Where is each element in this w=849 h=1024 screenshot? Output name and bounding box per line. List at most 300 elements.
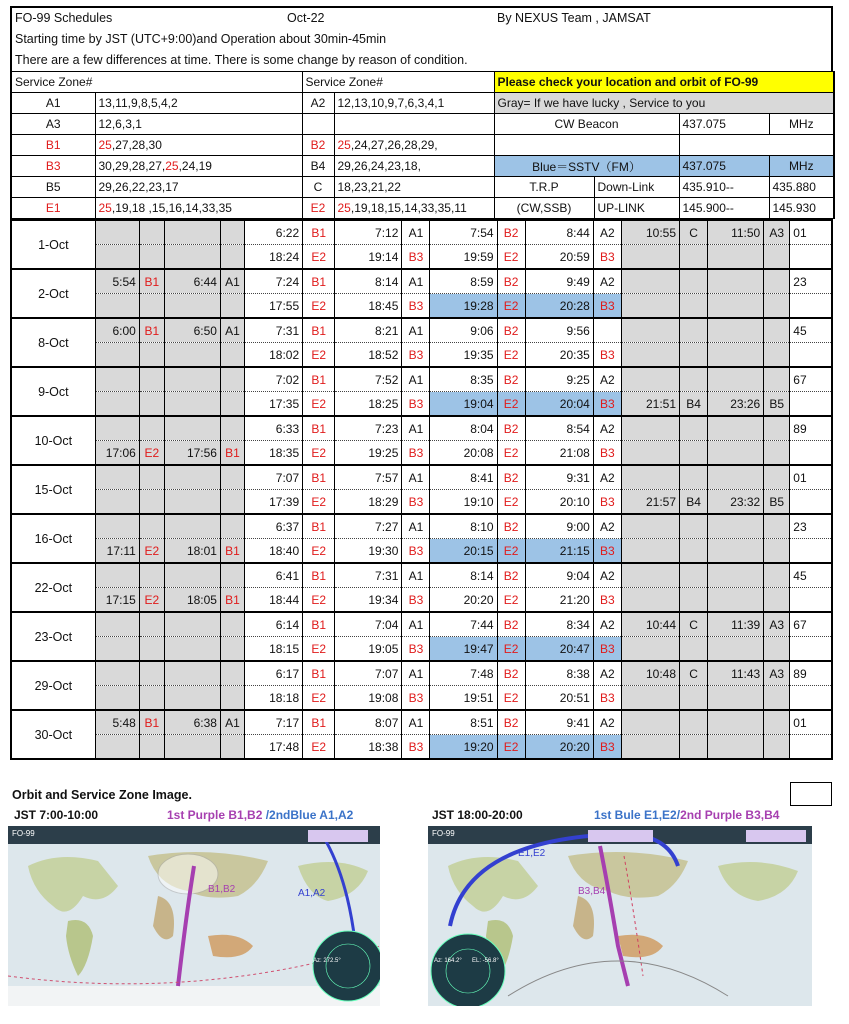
zone-label: C [302,177,334,198]
pass-zone: B2 [497,514,525,539]
pass-zone: B2 [497,367,525,392]
pass-zone: E2 [497,686,525,711]
zone-value-highlight: 25 [98,201,112,215]
pass-zone: C [680,220,708,245]
pass-zone: B2 [497,318,525,343]
schedule-row [11,563,832,588]
pass-zone [139,490,164,515]
pass-number [790,245,832,270]
pass-time: 8:14 [430,563,497,588]
schedule-row [11,539,832,564]
pass-zone: B2 [497,612,525,637]
cwssb-label: (CW,SSB) [494,198,594,219]
pass-time [164,735,220,760]
pass-number: 67 [790,367,832,392]
pass-zone: B1 [139,318,164,343]
pass-zone [680,245,708,270]
pass-zone [764,563,790,588]
pass-zone: E2 [303,686,335,711]
pass-time [164,514,220,539]
zone-row [11,198,834,219]
pass-time: 18:05 [164,588,220,613]
pass-time: 20:47 [525,637,593,662]
pass-zone: E2 [497,245,525,270]
pass-time: 9:25 [525,367,593,392]
pass-time [708,269,764,294]
pass-zone: B2 [497,269,525,294]
zone-label: B5 [11,177,95,198]
pass-zone [139,294,164,319]
schedule-row [11,441,832,466]
zone-label: A3 [11,114,95,135]
pass-time: 8:59 [430,269,497,294]
pass-time [95,367,139,392]
pass-time: 17:48 [245,735,303,760]
pass-time: 7:27 [335,514,402,539]
sheet-header [10,6,833,71]
zone-value [334,114,494,135]
pass-zone [139,465,164,490]
downlink-label: Down-Link [594,177,679,198]
pass-zone: E2 [497,294,525,319]
pass-time: 6:00 [95,318,139,343]
pass-time [708,367,764,392]
zone-value-highlight: 25 [165,159,179,173]
pass-time [95,514,139,539]
uplink-freq-b: 145.930 [769,198,834,219]
schedule-date: 1-Oct [11,220,95,269]
pass-zone [764,416,790,441]
pass-zone: E2 [497,392,525,417]
pass-number [790,392,832,417]
pass-zone [764,441,790,466]
pass-time [95,343,139,368]
pass-time: 6:37 [245,514,303,539]
header-line-1 [12,8,831,29]
pass-zone [139,514,164,539]
pass-zone: B3 [593,588,621,613]
pass-time: 19:10 [430,490,497,515]
pass-zone: E2 [497,637,525,662]
pass-zone: B1 [303,465,335,490]
pass-number: 89 [790,416,832,441]
pass-time: 7:54 [430,220,497,245]
pass-zone: B1 [303,367,335,392]
gray-note: Gray= If we have lucky , Service to you [494,93,834,114]
pass-time [621,514,679,539]
zone-value-highlight: 25 [98,138,112,152]
pass-time: 5:54 [95,269,139,294]
schedule-date: 22-Oct [11,563,95,612]
pass-zone [680,710,708,735]
pass-zone: B1 [303,661,335,686]
pass-zone: B3 [593,441,621,466]
right-orbit-map [428,826,812,1006]
pass-zone: A2 [593,661,621,686]
zone-header-mid: Service Zone# [302,72,494,93]
pass-zone: B3 [593,637,621,662]
orbit-section-title: Orbit and Service Zone Image. [12,788,192,802]
schedule-date: 30-Oct [11,710,95,759]
pass-zone: A1 [402,220,430,245]
trp-label: T.R.P [494,177,594,198]
pass-time: 18:44 [245,588,303,613]
pass-time: 20:15 [430,539,497,564]
pass-time: 17:55 [245,294,303,319]
schedule-row [11,612,832,637]
pass-zone: B3 [402,637,430,662]
pass-zone: B3 [402,490,430,515]
pass-zone: E2 [303,343,335,368]
map-az-readout: Az: 272.5° [313,958,341,964]
pass-time: 7:07 [245,465,303,490]
pass-time: 18:25 [335,392,402,417]
pass-time: 10:55 [621,220,679,245]
pass-time [708,416,764,441]
pass-zone: B3 [593,539,621,564]
pass-zone: B2 [497,465,525,490]
pass-zone: E2 [497,441,525,466]
zone-value [95,135,302,156]
sheet-title: FO-99 Schedules [15,11,113,25]
pass-time: 19:04 [430,392,497,417]
map-tag: FO-99 [12,829,35,838]
pass-zone [139,612,164,637]
schedule-row [11,686,832,711]
pass-zone [680,588,708,613]
pass-zone [764,465,790,490]
legend-blue: 2ndBlue A1,A2 [269,808,354,822]
pass-zone: B1 [303,220,335,245]
schedule-date: 15-Oct [11,465,95,514]
pass-zone: B4 [680,392,708,417]
map-tag: FO-99 [432,829,455,838]
left-map-time: JST 7:00-10:00 [14,808,99,822]
pass-time [164,245,220,270]
pass-time [708,343,764,368]
pass-time: 21:20 [525,588,593,613]
pass-time: 18:02 [245,343,303,368]
pass-zone [139,686,164,711]
pass-time: 6:44 [164,269,220,294]
pass-zone [220,392,244,417]
pass-time: 10:48 [621,661,679,686]
pass-zone [764,686,790,711]
pass-time [164,416,220,441]
pass-time: 6:41 [245,563,303,588]
pass-zone: A2 [593,514,621,539]
pass-number: 89 [790,661,832,686]
downlink-freq-b: 435.880 [769,177,834,198]
pass-zone: E2 [139,441,164,466]
pass-zone [764,245,790,270]
schedule-row [11,735,832,760]
pass-zone: B3 [402,588,430,613]
pass-time: 7:31 [335,563,402,588]
pass-zone: B1 [139,269,164,294]
cw-beacon-label: CW Beacon [494,114,679,135]
pass-zone: E2 [497,343,525,368]
pass-zone [680,367,708,392]
schedule-row [11,661,832,686]
pass-time [95,661,139,686]
pass-zone: A1 [402,514,430,539]
pass-time: 17:56 [164,441,220,466]
pass-time: 8:14 [335,269,402,294]
downlink-freq-a: 435.910-- [679,177,769,198]
schedule-date: 29-Oct [11,661,95,710]
zone-value [334,135,494,156]
pass-zone: B3 [402,343,430,368]
pass-number [790,686,832,711]
zone-row [11,114,834,135]
pass-time [95,490,139,515]
pass-zone [764,539,790,564]
pass-zone: A1 [402,612,430,637]
pass-zone [220,343,244,368]
pass-zone: B2 [497,220,525,245]
pass-time: 9:00 [525,514,593,539]
zone-row [11,156,834,177]
pass-time: 18:29 [335,490,402,515]
pass-time: 8:35 [430,367,497,392]
pass-time: 9:04 [525,563,593,588]
pass-zone [139,392,164,417]
schedule-row [11,343,832,368]
pass-zone: B1 [220,588,244,613]
pass-zone: A1 [220,269,244,294]
schedule-row [11,710,832,735]
pass-zone: A1 [402,465,430,490]
zone-label: B3 [11,156,95,177]
zone-value-highlight: 25 [337,201,351,215]
pass-time [621,588,679,613]
header-line-2: Starting time by JST (UTC+9:00)and Operation about 30min-45min [15,32,387,46]
pass-zone: A1 [402,661,430,686]
pass-zone: E2 [497,539,525,564]
pass-zone [220,563,244,588]
pass-time: 17:39 [245,490,303,515]
pass-zone: B1 [220,441,244,466]
schedule-sheet [10,6,833,760]
sheet-team: By NEXUS Team , JAMSAT [497,11,651,25]
pass-zone: B3 [593,343,621,368]
pass-time: 5:48 [95,710,139,735]
pass-zone: A1 [402,416,430,441]
pass-time: 7:57 [335,465,402,490]
map-az-readout: Az: 164.2° [434,958,462,964]
pass-time: 8:21 [335,318,402,343]
pass-time: 21:57 [621,490,679,515]
pass-number [790,637,832,662]
pass-time: 20:10 [525,490,593,515]
pass-zone: A2 [593,416,621,441]
pass-zone [680,686,708,711]
schedule-row [11,245,832,270]
pass-number: 23 [790,269,832,294]
schedule-row [11,637,832,662]
pass-zone [680,318,708,343]
map-el-readout: EL: -56.8° [472,958,499,964]
pass-time [621,686,679,711]
pass-zone: B1 [303,710,335,735]
zone-label: B2 [302,135,334,156]
zone-value [95,156,302,177]
pass-zone: A3 [764,220,790,245]
schedule-row [11,514,832,539]
schedule-date: 16-Oct [11,514,95,563]
pass-time: 11:43 [708,661,764,686]
pass-time: 18:18 [245,686,303,711]
zone-label: B1 [11,135,95,156]
pass-time [164,392,220,417]
pass-time [95,220,139,245]
pass-zone: A3 [764,661,790,686]
pass-time: 9:31 [525,465,593,490]
pass-zone [680,539,708,564]
sstv-unit: MHz [769,156,834,177]
pass-time: 6:50 [164,318,220,343]
pass-zone: A1 [220,318,244,343]
cw-beacon-unit: MHz [769,114,834,135]
pass-time [708,710,764,735]
pass-zone [680,637,708,662]
pass-time: 6:17 [245,661,303,686]
zone-value-part: ,24,19 [178,159,212,173]
pass-zone: B3 [402,539,430,564]
zone-header-row [11,72,834,93]
pass-zone [220,735,244,760]
pass-zone [220,465,244,490]
sstv-label: Blue＝SSTV（FM） [494,156,679,177]
pass-time: 17:15 [95,588,139,613]
schedule-date: 2-Oct [11,269,95,318]
pass-time: 7:52 [335,367,402,392]
pass-zone [220,416,244,441]
pass-zone [680,416,708,441]
pass-zone [220,686,244,711]
pass-time: 18:38 [335,735,402,760]
pass-time: 20:04 [525,392,593,417]
pass-zone [139,735,164,760]
schedule-date: 9-Oct [11,367,95,416]
pass-time [164,294,220,319]
pass-zone [764,269,790,294]
pass-time [621,367,679,392]
pass-zone: B3 [593,686,621,711]
pass-time: 19:30 [335,539,402,564]
pass-zone: A2 [593,269,621,294]
pass-time: 20:28 [525,294,593,319]
pass-zone: B3 [402,686,430,711]
pass-zone [139,637,164,662]
zone-label: E1 [11,198,95,219]
zone-header-left: Service Zone# [11,72,302,93]
pass-zone: B2 [497,710,525,735]
zone-value-rest: ,19,18,15,14,33,35,11 [350,201,467,215]
pass-zone [220,490,244,515]
pass-time: 7:02 [245,367,303,392]
pass-zone [764,367,790,392]
pass-time: 21:51 [621,392,679,417]
pass-zone: A2 [593,563,621,588]
pass-zone: B1 [303,514,335,539]
pass-time: 9:56 [525,318,593,343]
pass-time [164,465,220,490]
pass-time: 19:08 [335,686,402,711]
pass-time: 21:15 [525,539,593,564]
pass-zone [139,661,164,686]
schedule-row [11,392,832,417]
pass-zone: B3 [593,735,621,760]
pass-time: 7:31 [245,318,303,343]
schedule-row [11,588,832,613]
right-map-graphic [428,826,812,1006]
zone-label [302,114,334,135]
pass-zone: B2 [497,661,525,686]
pass-time [621,710,679,735]
location-notice: Please check your location and orbit of FO-99 [494,72,834,93]
pass-zone: A2 [593,367,621,392]
pass-number [790,441,832,466]
pass-zone [680,514,708,539]
pass-time [164,220,220,245]
right-map-time: JST 18:00-20:00 [432,808,523,822]
zone-label: E2 [302,198,334,219]
pass-zone [139,416,164,441]
pass-zone: A3 [764,612,790,637]
pass-time: 6:22 [245,220,303,245]
left-map-legend [167,808,353,822]
pass-time: 18:35 [245,441,303,466]
pass-zone: E2 [497,490,525,515]
pass-zone [139,367,164,392]
pass-time [164,367,220,392]
pass-zone [220,661,244,686]
zone-value [95,198,302,219]
pass-time: 7:48 [430,661,497,686]
schedule-row [11,318,832,343]
pass-time [164,612,220,637]
pass-zone: E2 [303,245,335,270]
pass-zone: A2 [593,220,621,245]
pass-zone: E2 [497,735,525,760]
pass-zone: A1 [402,318,430,343]
pass-zone: B3 [593,392,621,417]
pass-zone [764,637,790,662]
legend-blue: 1st Bule E1,E2 [594,808,677,822]
pass-time: 7:44 [430,612,497,637]
pass-time: 19:28 [430,294,497,319]
pass-time: 19:51 [430,686,497,711]
pass-zone [680,465,708,490]
pass-time: 7:17 [245,710,303,735]
pass-time [708,465,764,490]
right-map-legend [594,808,779,822]
pass-zone: B3 [593,490,621,515]
pass-time: 20:59 [525,245,593,270]
pass-zone [680,563,708,588]
pass-time [95,245,139,270]
pass-time [708,318,764,343]
pass-time: 8:44 [525,220,593,245]
pass-time [164,343,220,368]
map-zone-label: A1,A2 [298,888,326,899]
pass-zone: A2 [593,465,621,490]
pass-zone [680,735,708,760]
zone-value: 13,11,9,8,5,4,2 [95,93,302,114]
pass-zone: B1 [303,269,335,294]
